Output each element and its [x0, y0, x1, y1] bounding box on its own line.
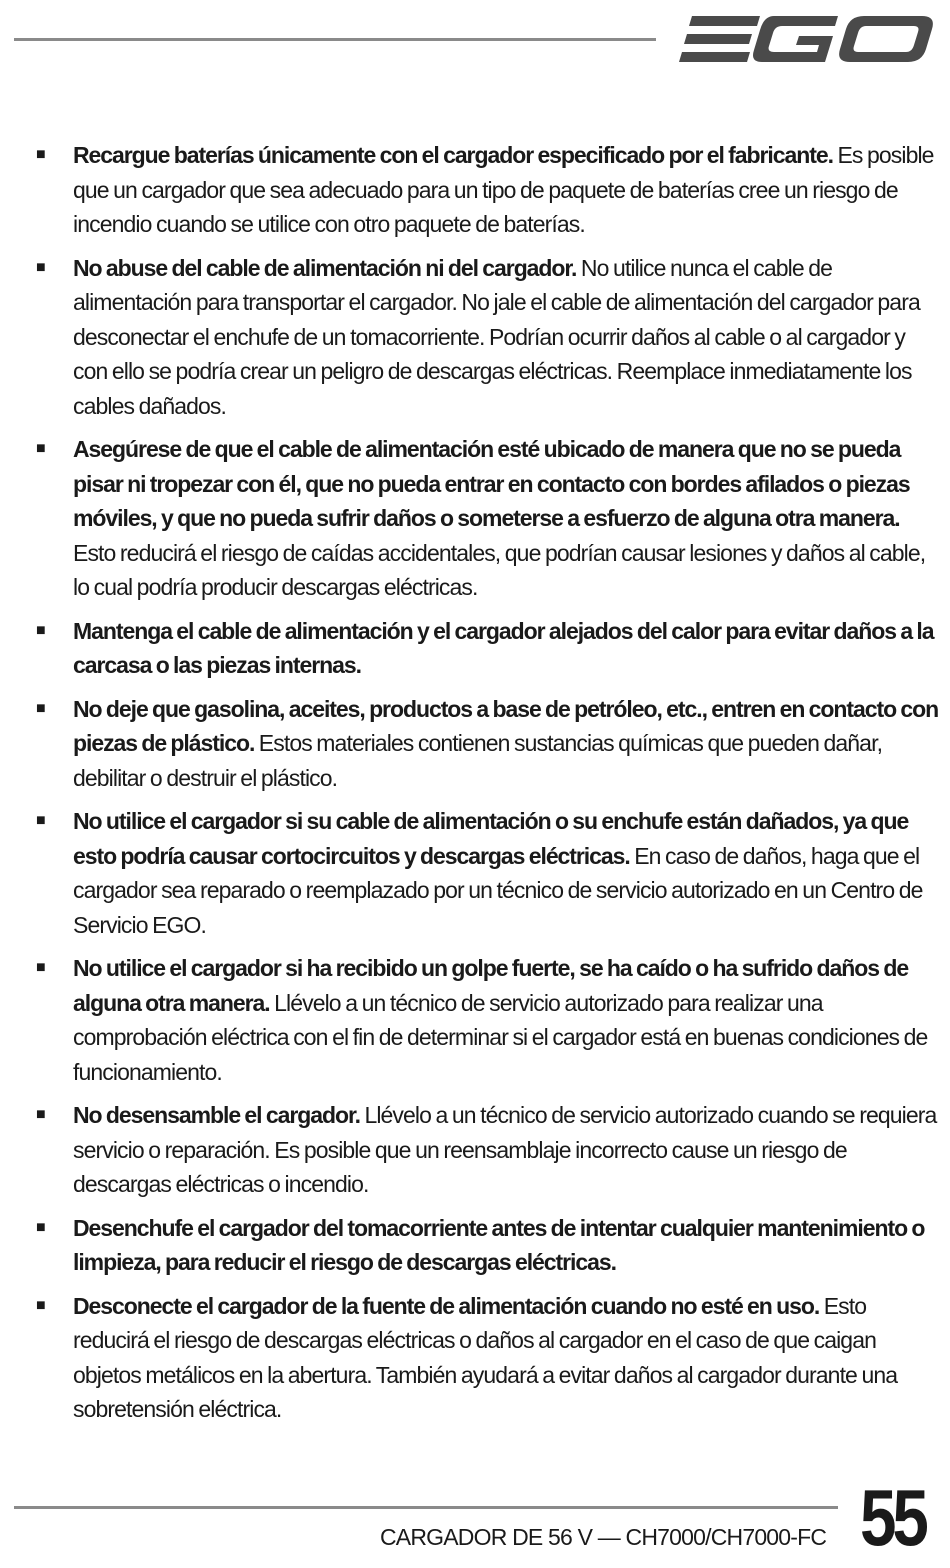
item-body-text: En caso de daños, haga que el cargador sea reparado o reemplazado por un técnico de servicio autorizado en un Centro de Servicio EGO. — [73, 842, 923, 938]
item-bold-text: No deje que gasolina, aceites, productos a base de petróleo, etc., entren en contacto con piezas de plástico. — [73, 695, 939, 756]
bullet-square-icon: ■ — [36, 1106, 46, 1123]
bullet-square-icon: ■ — [36, 1296, 46, 1314]
list-item — [36, 614, 942, 683]
footer-title: CARGADOR DE 56 V — CH7000/CH7000-FC — [380, 1524, 827, 1550]
item-bold-text: Desenchufe el cargador del tomacorriente antes de intentar cualquier mantenimiento o limpieza, para reducir el riesgo de descargas eléctricas. — [73, 1214, 925, 1275]
bullet-square-icon: ■ — [36, 146, 46, 163]
bullet-square-icon: ■ — [36, 258, 46, 276]
bullet-square-icon: ■ — [36, 699, 46, 717]
list-item — [36, 1289, 942, 1427]
item-body-text: Estos materiales contienen sustancias químicas que pueden dañar, debilitar o destruir el plástico. — [73, 730, 883, 791]
list-item-text — [73, 251, 942, 424]
safety-instructions-list — [36, 138, 942, 1436]
footer-rule — [14, 1506, 838, 1509]
list-item-text — [73, 614, 942, 683]
item-body-text: Llévelo a un técnico de servicio autorizado cuando se requiera servicio o reparación. Es posible que un reensamblaje incorrecto cause un riesgo de descargas eléctricas o incendio. — [73, 1102, 937, 1197]
item-bold-text: No abuse del cable de alimentación ni del cargador. — [73, 254, 577, 281]
list-item-text — [73, 432, 942, 605]
ego-logo-mark — [679, 16, 933, 62]
item-body-text: Es posible que un cargador que sea adecuado para un tipo de paquete de baterías cree un riesgo de incendio cuando se utilice con otro paquete de baterías. — [73, 142, 934, 237]
list-item-text — [73, 951, 942, 1089]
item-bold-text: Recargue baterías únicamente con el cargador especificado por el fabricante. — [73, 142, 833, 168]
list-item — [36, 1211, 942, 1280]
ego-logo — [678, 10, 936, 70]
item-bold-text: Mantenga el cable de alimentación y el cargador alejados del calor para evitar daños a la carcasa o las piezas internas. — [73, 617, 934, 678]
page-number: 55 — [860, 1473, 925, 1562]
bullet-square-icon: ■ — [36, 440, 46, 457]
item-body-text: No utilice nunca el cable de alimentación para transportar el cargador. No jale el cable de alimentación del cargador para desconectar el enchufe de un tomacorriente. Podrían ocurrir daños al cable o al cargador y con ello se podría crear un peligro de descargas eléctricas. Reemplace inmediatamente los cables dañados. — [73, 254, 920, 419]
item-body-text: Esto reducirá el riesgo de caídas accidentales, que podrían causar lesiones y daños al cable, lo cual podría producir descargas eléctricas. — [73, 539, 926, 600]
list-item-text — [73, 692, 942, 796]
list-item — [36, 432, 942, 605]
bullet-square-icon: ■ — [36, 812, 46, 829]
list-item-text — [73, 1098, 942, 1202]
item-bold-text: Asegúrese de que el cable de alimentación esté ubicado de manera que no se pueda pisar ni tropezar con él, que no pueda entrar en contacto con bordes afilados o piezas móviles, y que no pueda sufrir daños o someterse a esfuerzo de alguna otra manera. — [73, 436, 910, 531]
bullet-square-icon: ■ — [36, 959, 46, 976]
list-item — [36, 951, 942, 1089]
list-item-text — [73, 138, 942, 242]
header-rule — [14, 38, 656, 41]
item-bold-text: No utilice el cargador si su cable de alimentación o su enchufe están dañados, ya que esto podría causar cortocircuitos y descargas eléctricas. — [73, 808, 909, 869]
list-item — [36, 804, 942, 942]
item-bold-text: No utilice el cargador si ha recibido un golpe fuerte, se ha caído o ha sufrido daños de alguna otra manera. — [73, 955, 909, 1016]
item-bold-text: No desensamble el cargador. — [73, 1102, 360, 1128]
bullet-square-icon: ■ — [36, 621, 46, 639]
item-body-text: Llévelo a un técnico de servicio autorizado para realizar una comprobación eléctrica con el fin de determinar si el cargador está en buenas condiciones de funcionamiento. — [73, 989, 928, 1085]
bullet-square-icon: ■ — [36, 1218, 46, 1236]
item-bold-text: Desconecte el cargador de la fuente de alimentación cuando no esté en uso. — [73, 1292, 820, 1319]
list-item — [36, 251, 942, 424]
list-item — [36, 1098, 942, 1202]
list-item-text — [73, 1289, 942, 1427]
item-body-text: Esto reducirá el riesgo de descargas eléctricas o daños al cargador en el caso de que caigan objetos metálicos en la abertura. También ayudará a evitar daños al cargador durante una sobretensión eléctrica. — [73, 1292, 898, 1422]
list-item — [36, 692, 942, 796]
list-item-text — [73, 804, 942, 942]
list-item — [36, 138, 942, 242]
list-item-text — [73, 1211, 942, 1280]
